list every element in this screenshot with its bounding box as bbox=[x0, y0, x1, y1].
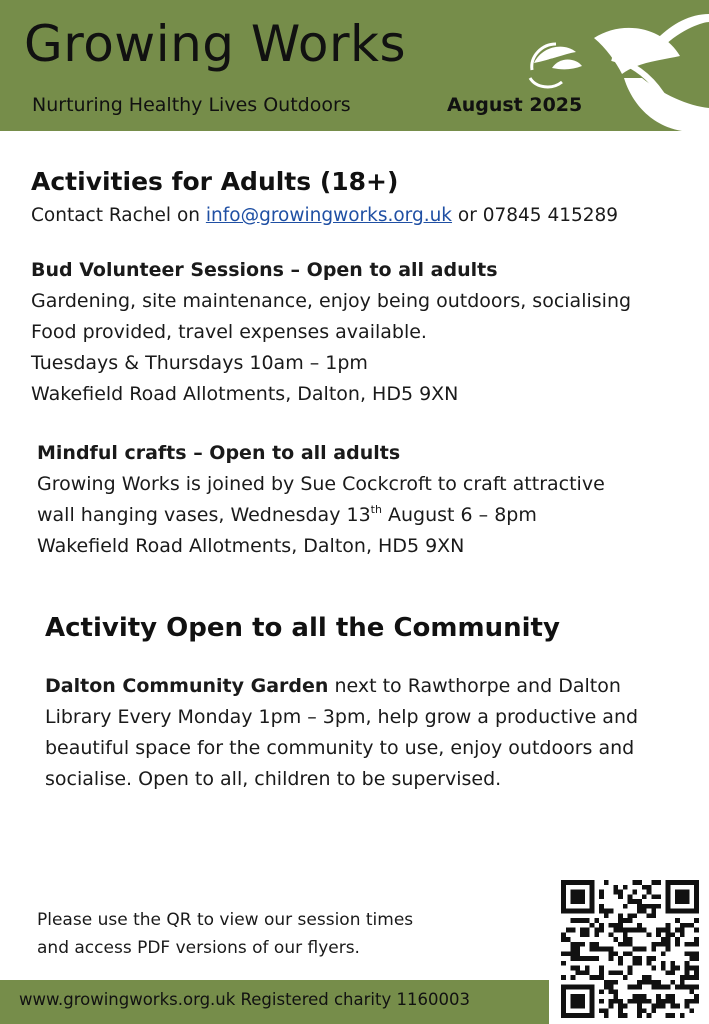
leaf-logo-icon bbox=[512, 8, 709, 131]
crafts-date-prefix: wall hanging vases, Wednesday 13 bbox=[37, 504, 371, 526]
crafts-line bbox=[37, 500, 605, 531]
tagline: Nurturing Healthy Lives Outdoors bbox=[32, 94, 351, 116]
bud-line: Gardening, site maintenance, enjoy being outdoors, socialising bbox=[31, 290, 632, 312]
crafts-date-suffix: August 6 – 8pm bbox=[381, 504, 537, 526]
bud-line: Wakefield Road Allotments, Dalton, HD5 9XN bbox=[31, 383, 459, 405]
qr-note bbox=[37, 906, 413, 962]
community-section-title: Activity Open to all the Community bbox=[45, 613, 560, 643]
bud-line: Tuesdays & Thursdays 10am – 1pm bbox=[31, 352, 368, 374]
bud-volunteer-block bbox=[31, 255, 631, 410]
qr-note-line: Please use the QR to view our session times bbox=[37, 910, 414, 930]
crafts-line: Growing Works is joined by Sue Cockcroft to craft attractive bbox=[37, 473, 605, 495]
contact-suffix: or 07845 415289 bbox=[452, 205, 619, 226]
qr-note-line: and access PDF versions of our flyers. bbox=[37, 938, 360, 958]
footer-text: www.growingworks.org.uk Registered charity 1160003 bbox=[19, 990, 470, 1009]
bud-heading: Bud Volunteer Sessions – Open to all adults bbox=[31, 259, 498, 281]
community-description bbox=[45, 671, 685, 795]
bud-line: Food provided, travel expenses available. bbox=[31, 321, 427, 343]
contact-line bbox=[31, 203, 618, 229]
ordinal-suffix: th bbox=[370, 503, 382, 516]
mindful-crafts-block bbox=[37, 438, 605, 562]
community-garden-name: Dalton Community Garden bbox=[45, 675, 329, 697]
adults-section-title: Activities for Adults (18+) bbox=[31, 167, 399, 196]
community-text: next to Rawthorpe and Dalton Library Every Monday 1pm – 3pm, help grow a productive and beautiful space for the community to use, enjoy outdoors and socialise. Open to all, children to be supervised. bbox=[45, 675, 639, 790]
crafts-line: Wakefield Road Allotments, Dalton, HD5 9XN bbox=[37, 535, 465, 557]
issue-date: August 2025 bbox=[447, 94, 583, 116]
email-link[interactable]: info@growingworks.org.uk bbox=[205, 205, 453, 226]
crafts-heading: Mindful crafts – Open to all adults bbox=[37, 442, 401, 464]
org-name: Growing Works bbox=[24, 15, 407, 73]
qr-code[interactable] bbox=[558, 880, 702, 1018]
contact-prefix: Contact Rachel on bbox=[31, 205, 206, 226]
